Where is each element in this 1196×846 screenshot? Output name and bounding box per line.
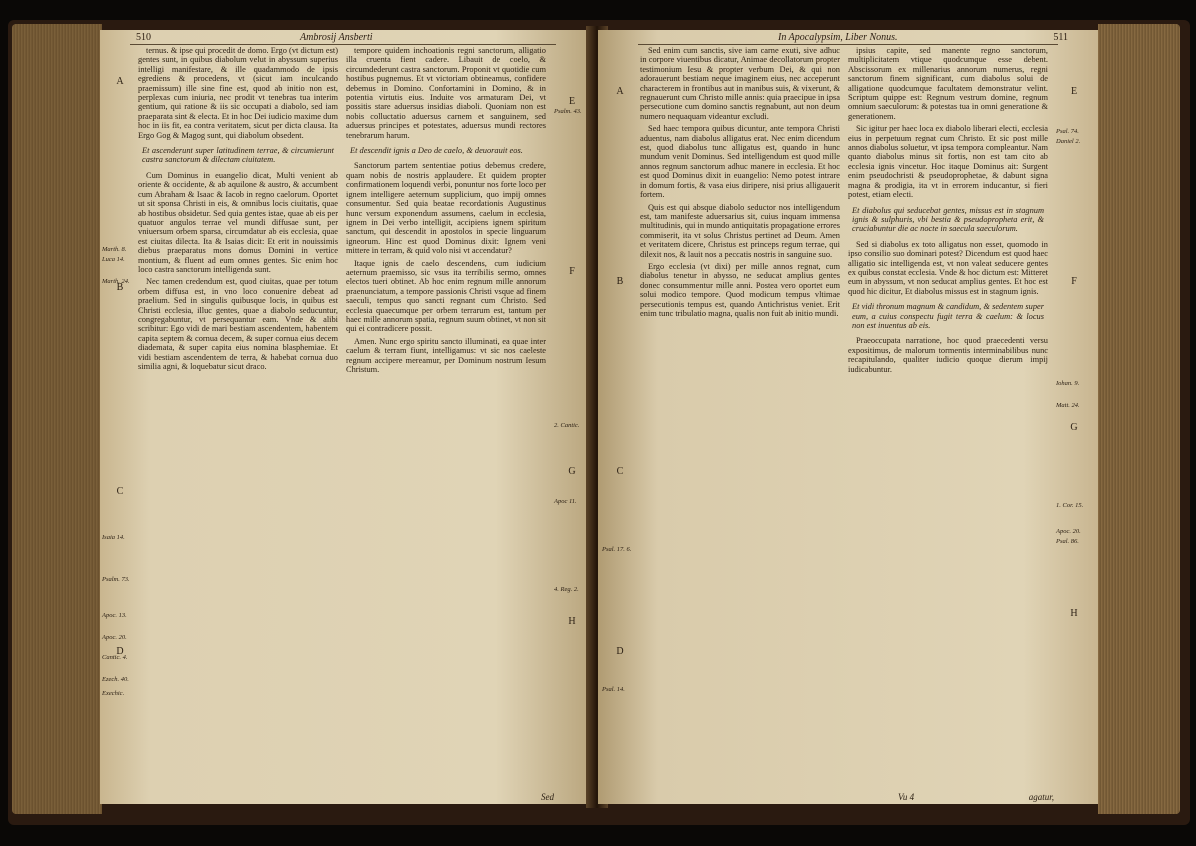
paragraph: Quis est qui absque diabolo seductor nos intelligendum est, tam manifeste aduersarius sit, cuius inquam immensa multitudinis, qui in mundo antiquitatis propagatione errores commiserit, ita vt solus Christus pertinet ad Deum. Amen et veritatem dicere, Christus est princeps regum terrae, qui dilexit nos, & lauit nos a peccatis nostris in sanguine suo.	[640, 202, 840, 259]
paragraph: Sed enim cum sanctis, sive iam carne exuti, sive adhuc in corpore viuentibus dicatur, Animae decollatorum propter testimonium Iesu & propter verbum Dei, & qui non adorauerunt bestiam neque imaginem eius, nec acceperunt characterem in frontibus aut in manibus suis, & vixerunt, & regnauerunt cum Christo mille annis: quia praecipue in ipsa persecutione cum domino sanctis regnabunt, aut non deum numero nequaquam videantur excludi.	[640, 46, 840, 121]
paragraph: ternus. & ipse qui procedit de domo. Ergo (vt dictum est) gentes sunt, in quibus diabolum velut in abyssum superius intelligi manifestare, & ille quadammodo de ipsis egrediens & procedens, vt (sicut iam inculcando praemissum) ille sine fine est, quod ab initio non est, perplexas cum iniuria, nec prodit vt tenebras tua interim gentium, qui ratione & iis sic occupati a diabolo, sed iam praeparata sint & electa. Et in hoc Dei iudicio maxime dum hoc in iis fit, ea contra veritatem, sicut per dicta clausa. Ita Ergo Gog & Magog sunt, qui diabolum obsedent.	[138, 46, 338, 140]
right-page	[598, 30, 1098, 804]
left-outer-margin	[102, 46, 138, 786]
paragraph: ipsius capite, sed manente regno sanctorum, multiplicitatem vtique quodcumque esse debent. Abscissorum ex millenarius annorum numerus, regni sanctorum finem significant, cum diabolus solui de alligatione quodcumque facultatem demonstratur velint. Scriptum quippe est: Regnum vestrum domine, regnum omnium saeculorum: & potestas tua in omni generatione & generationem.	[848, 46, 1048, 121]
margin-letter: C	[616, 466, 624, 477]
signature-mark: Vu 4	[898, 792, 915, 802]
margin-note: Psal. 86.	[1056, 538, 1079, 545]
margin-letter: E	[568, 96, 576, 107]
margin-note: Apoc. 13.	[102, 612, 127, 619]
margin-note: Psal. 17. 6.	[602, 546, 632, 553]
left-page-number: 510	[136, 32, 151, 43]
margin-letter: D	[116, 646, 124, 657]
left-column-1	[138, 46, 338, 758]
margin-letter: G	[568, 466, 576, 477]
paragraph: tempore quidem inchoationis regni sanctorum, alligatio illa cruenta fient cadere. Libauit de coelo, & circumdederunt castra sanctorum. Proponit vt quotidie cum hostibus pugnemus. Et vt victoriam obtineamus, confidere debemus in Domino. Confortamini in Domino, & in potentia virtutis eius. Induite vos armaturam Dei, vt possitis stare aduersus insidias diaboli. Quoniam non est nobis colluctatio aduersus carnem et sanguinem, sed aduersus principes et potestates, aduersus mundi rectores tenebrarum harum.	[346, 46, 546, 140]
left-running-head: Ambrosij Ansberti	[300, 32, 373, 43]
margin-note: Psal. 74.	[1056, 128, 1079, 135]
left-column-2	[346, 46, 546, 758]
margin-note: Apoc 11.	[554, 498, 577, 505]
paragraph: Praeoccupata narratione, hoc quod praecedenti versu expositimus, de malorum tormentis interminabilibus nunc recapitulando, qualiter iudicio quoque dierum impij iudicabuntur.	[848, 336, 1048, 374]
margin-note: Cantic. 4.	[102, 654, 128, 661]
right-head-rule	[638, 44, 1058, 45]
verse-heading: Et vidi thronum magnum & candidum, & sedentem super eum, a cuius conspectu fugit terra & caelum: & locus non est inuentus ab eis.	[852, 302, 1044, 330]
margin-letter: A	[616, 86, 624, 97]
margin-note: Matt. 24.	[1056, 402, 1080, 409]
left-inner-margin	[554, 46, 590, 786]
paragraph: Cum Dominus in euangelio dicat, Multi venient ab oriente & occidente, & ab aquilone & austro, & accumbent cum Abraham & Isaac & Iacob in regno caelorum. Oportet ut sit sponsa Christi in eis, & omnibus locis ciuitatis, quae ab hostibus obsidetur. Sed quia gentes istae, quae ab eis per quatuor angulos terrae vel mundi diffusae sunt, per vniuersum orbem sparsa, circumdatur ab eis ecclesia, quae est ciuitas dilecta. Ita & Isaias dicit: Et erit in nouissimis diebus praeparatus mons domus Domini in vertice montium, & fluent ad eum omnes gentes. Sic enim hoc loco castra sanctorum intelligenda sunt.	[138, 170, 338, 274]
right-page-number: 511	[1053, 32, 1068, 43]
left-page-edges	[12, 24, 102, 814]
margin-note: 4. Reg. 2.	[554, 586, 579, 593]
margin-note: Luca 14.	[102, 256, 125, 263]
verse-heading: Et descendit ignis a Deo de caelo, & deuorauit eos.	[350, 146, 523, 156]
catchword: agatur,	[1028, 792, 1054, 802]
paragraph: Ergo ecclesia (vt dixi) per mille annos regnat, cum diabolus tenetur in abysso, ne seducat amplius gentes donec consummentur mille anni. Postea vero oportet eum solui modico tempore. Quod modicum tempus vltimae persecutionis tempus est, quando Antichristus veniet. Erit enim tunc tribulatio magna, qualis non fuit ab initio mundi.	[640, 261, 840, 318]
right-running-head: In Apocalypsim, Liber Nonus.	[778, 32, 898, 43]
margin-letter: H	[1070, 608, 1078, 619]
margin-letter: F	[1071, 276, 1077, 287]
margin-note: Marth. 24.	[102, 278, 130, 285]
margin-note: Ezech. 40.	[102, 676, 129, 683]
margin-note: 2. Cantic.	[554, 422, 580, 429]
right-inner-margin	[602, 46, 638, 786]
margin-letter: G	[1070, 422, 1078, 433]
right-column-2	[848, 46, 1048, 758]
paragraph: Amen. Nunc ergo spiritu sancto illuminati, ea quae inter caelum & terram fiunt, intelligamus: vt sic nos caeleste regnum accipere mereamur, per Dominum nostrum Iesum Christum.	[346, 336, 546, 374]
margin-letter: D	[616, 646, 624, 657]
margin-note: Isaia 14.	[102, 534, 125, 541]
paragraph: Sed haec tempora quibus dicuntur, ante tempora Christi aduentus, nam diabolus alligatus erat. Nec enim dicendum est, quod diabolus tunc alligatus est, quando in hunc mundum venit Dominus. Sed intelligendum est quod mille annos regnum sanctorum adhuc manere in ecclesia. Et hoc est quod Dominus dixit in euangelio: Nemo potest intrare in domum fortis, & vasa eius diripere, nisi prius alligauerit fortem.	[640, 124, 840, 200]
right-outer-margin	[1056, 46, 1092, 786]
margin-note: Daniel 2.	[1056, 138, 1081, 145]
margin-note: 1. Cor. 15.	[1056, 502, 1084, 509]
left-page	[100, 30, 594, 804]
margin-letter: B	[116, 282, 124, 293]
paragraph: Sed si diabolus ex toto alligatus non esset, quomodo in ipso consilio suo dominari potest? Dicendum est quod haec alligatio sic intelligenda est, vt non valeat seducere gentes ex quibus constat ecclesia. Vnde & hoc dictum est: Mitteret eum in abyssum, vt non seducat amplius gentes. Et hoc est quod hic dicitur, Et diabolus missus est in stagnum ignis.	[848, 239, 1048, 296]
right-column-1	[640, 46, 840, 758]
margin-letter: E	[1070, 86, 1078, 97]
paragraph: Sic igitur per haec loca ex diabolo liberari electi, ecclesia eius in perpetuum regnat cum Christo. Et sic post mille annos diabolus soluetur, vt ipsa tempora compleantur. Nam quanto diabolus minus sit fortis, non est tam cito ab ecclesia ignis vincetur. Hoc itaque Dominus ait: Surgent enim pseudochristi & pseudoprophetae, & dabunt signa magna & prodigia, ita vt in errorem inducantur, si fieri potest, etiam electi.	[848, 124, 1048, 200]
margin-note: Marth. 8.	[102, 246, 127, 253]
left-head-rule	[130, 44, 556, 45]
verse-heading: Et diabolus qui seducebat gentes, missus est in stagnum ignis & sulphuris, vbi bestia & pseudopropheta erit, & cruciabuntur die ac nocte in saecula saeculorum.	[852, 205, 1044, 234]
margin-letter: C	[116, 486, 124, 497]
margin-note: Apoc. 20.	[1056, 528, 1081, 535]
margin-note: Apoc. 20.	[102, 634, 127, 641]
margin-letter: B	[616, 276, 624, 287]
verse-heading: Et ascenderunt super latitudinem terrae, & circumierunt castra sanctorum & dilectam ciuitatem.	[142, 146, 334, 165]
margin-letter: F	[569, 266, 575, 277]
margin-note: Iohan. 9.	[1056, 380, 1080, 387]
margin-note: Psal. 14.	[602, 686, 625, 693]
margin-letter: H	[568, 616, 576, 627]
right-page-edges	[1098, 24, 1180, 814]
margin-note: Psalm. 43.	[554, 108, 582, 115]
paragraph: Nec tamen credendum est, quod ciuitas, quae per totum orbem diffusa est, in vno loco conuenire debeat ad praelium. Sed in singulis quibusque locis, in quibus est Christi ecclesia, illuc gentes, quae a diabolo seducuntur, congregabuntur, vt persequantur eam. Vnde & alibi scribitur: Ego vidi de mari bestiam ascendentem, habentem capita septem & cornua decem, & super cornua eius decem diademata, & super capita eius nomina blasphemiae. Et vidi bestiam ascendentem de terra, & habebat cornua duo similia agni, & loquebatur sicut draco.	[138, 277, 338, 371]
paragraph: Itaque ignis de caelo descendens, cum iudicium aeternum praemisso, sic vsus ita terribilis sermo, omnes electos tueri obtinet. Ab hoc enim regnum mille annorum praenunciatum, a tempore passionis Christi vsque ad finem saeculi, tempus quo sancti regnant cum Christo. Sed ecclesia quaecumque per orbem terrarum est, tantum per haec mille annorum spatia, regnum suum obtinet, vt non sit qui ei contradicere possit.	[346, 258, 546, 334]
paragraph: Sanctorum partem sententiae potius debemus credere, quam nobis de nostris applaudere. Et quidem propter confirmationem loquendi verbi, ponuntur nos forte loco per ignem intelligere aeternum supplicium, quo impij omnes consumentur. Sed quia beatae recordationis Augustinus hunc versum exponendum assumens, caelum in ecclesia, ignem in Dei verbo intelligit, accipiens ignem spiritum sanctum, qui descendit in apostolos in specie linguarum igneorum. Hinc est quod Dominus dixit: Ignem veni mittere in terram, & quid volo nisi vt accendatur?	[346, 161, 546, 256]
margin-letter: A	[116, 76, 124, 87]
margin-note: Exechic.	[102, 690, 125, 697]
catchword: Sed	[541, 792, 554, 802]
margin-note: Psalm. 73.	[102, 576, 130, 583]
